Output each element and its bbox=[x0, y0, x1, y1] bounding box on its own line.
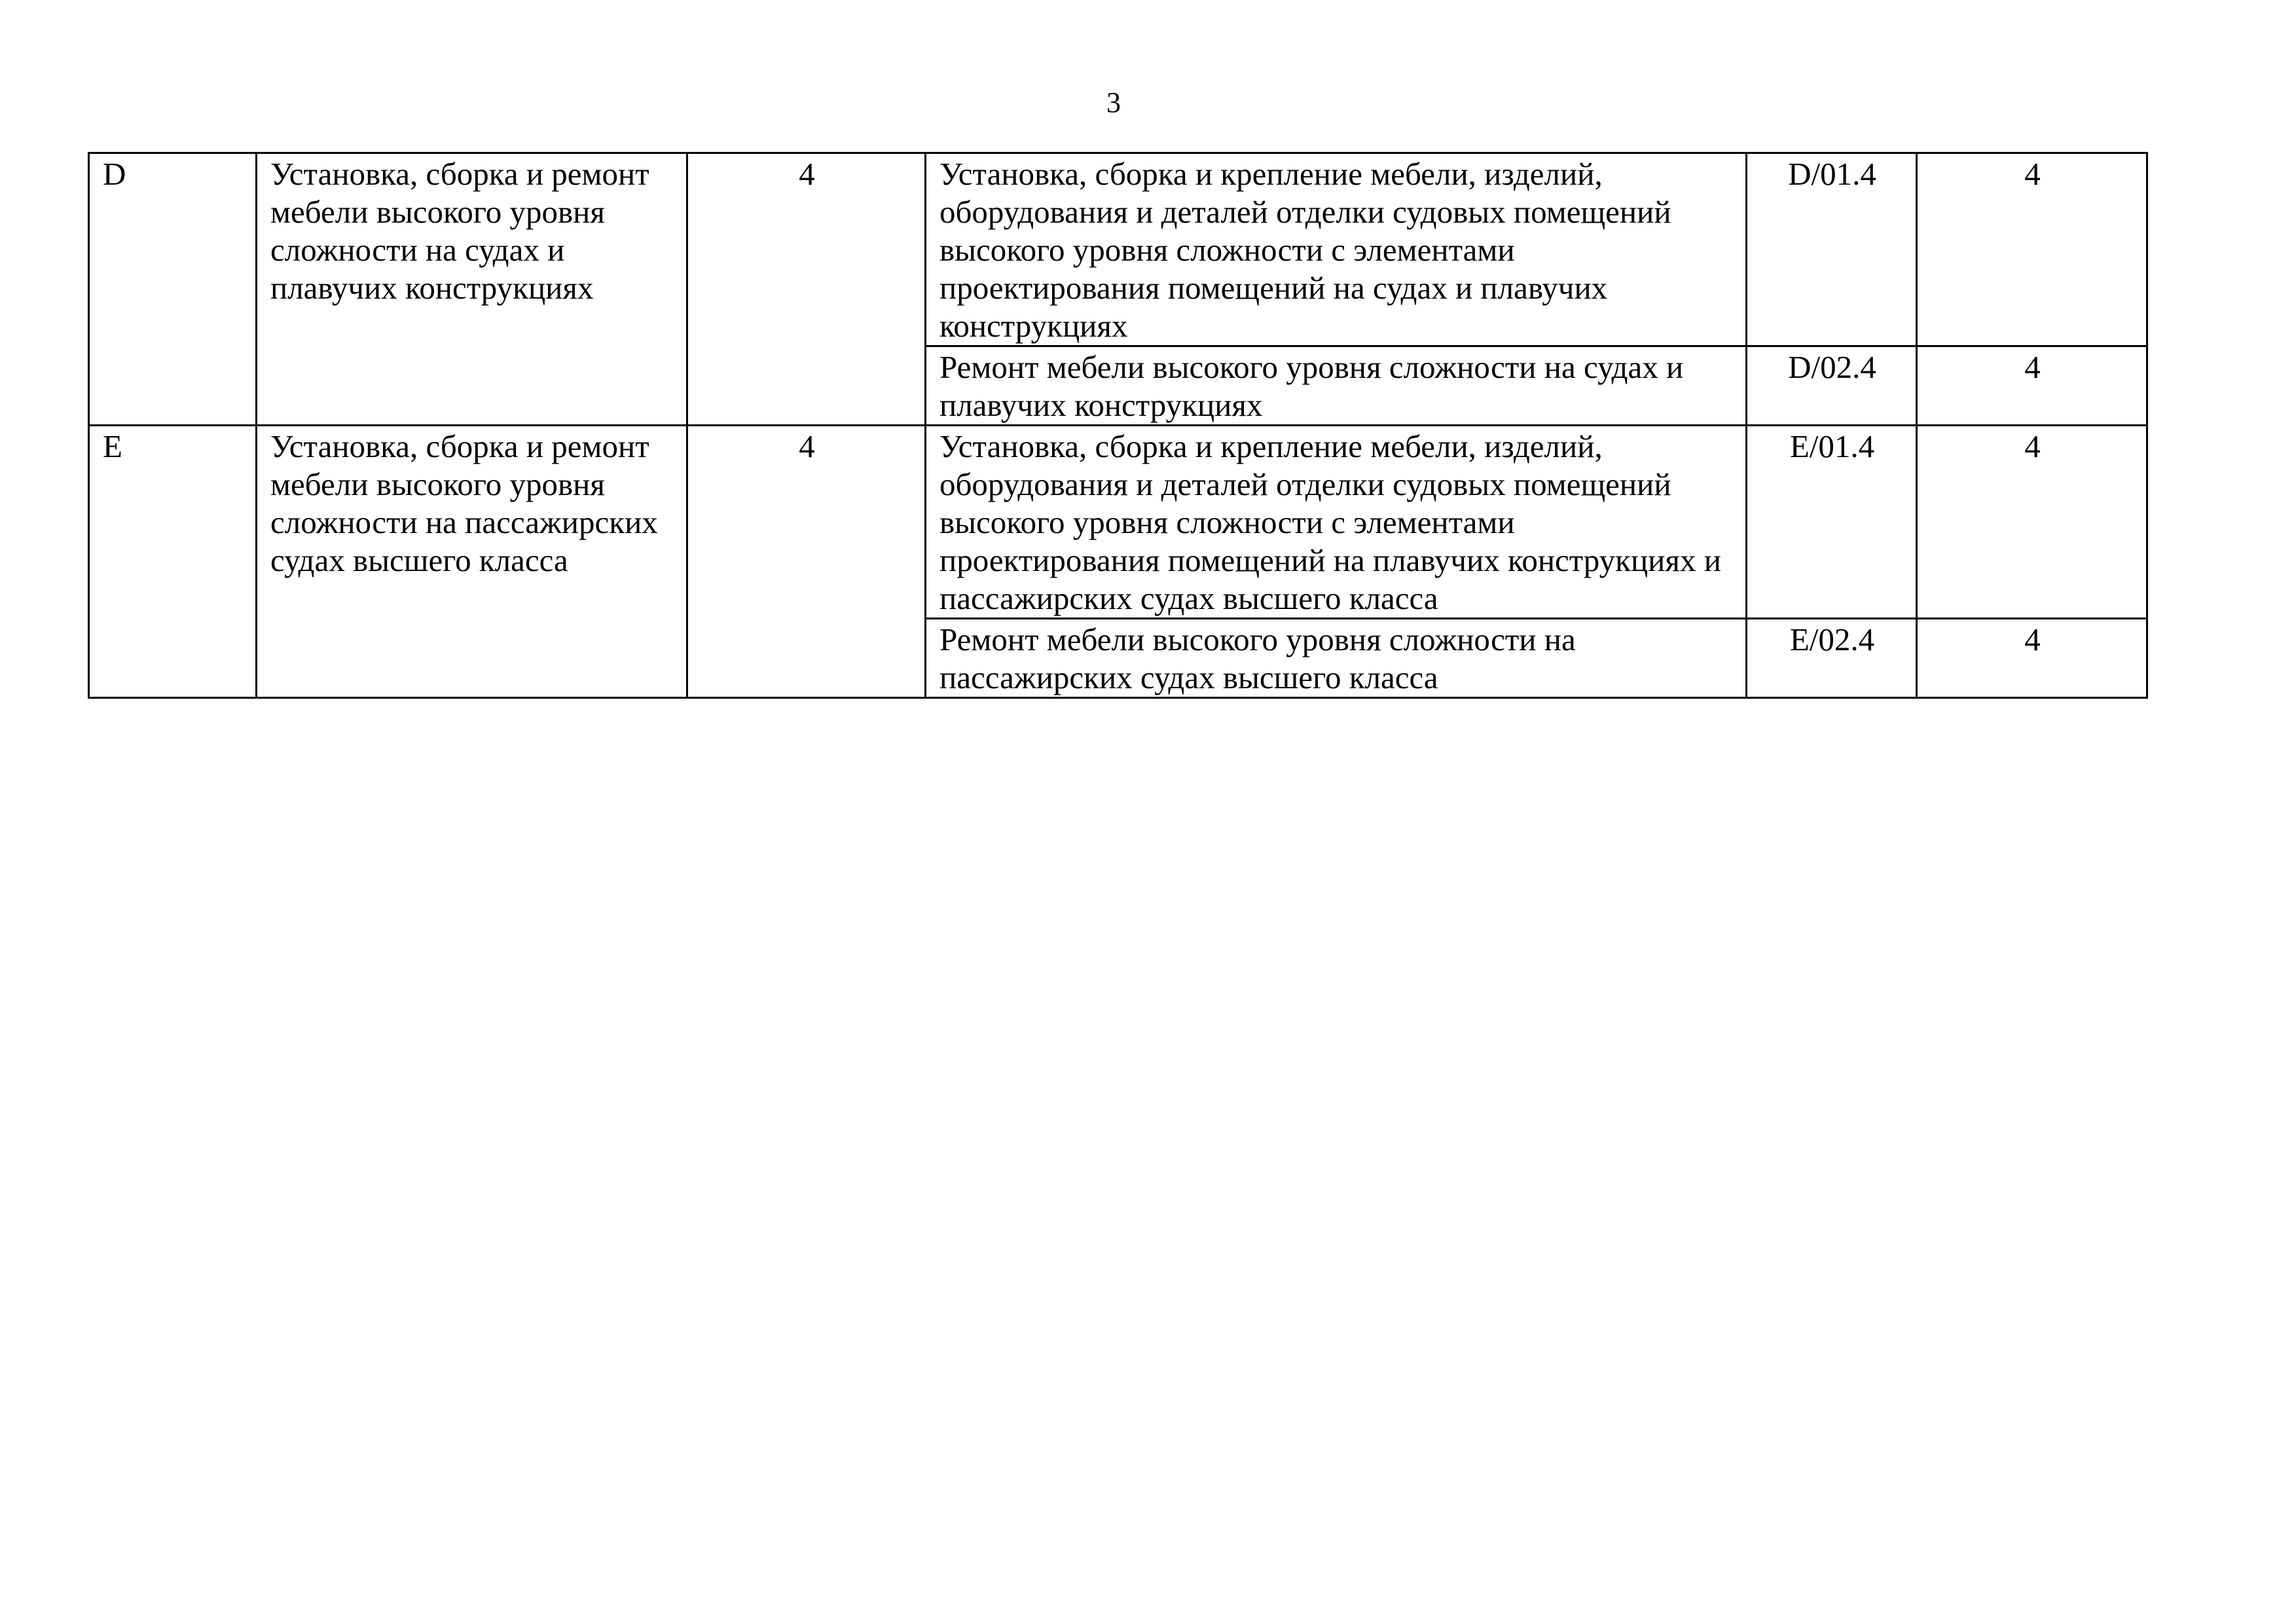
function-name-cell: Установка, сборка и крепление мебели, изделий, оборудования и деталей отделки судовых помещений высокого уровня сложности с элементами проектирования помещений на судах и плавучих конструкциях bbox=[926, 153, 1747, 346]
function-name-cell: Ремонт мебели высокого уровня сложности на судах и плавучих конструкциях bbox=[926, 346, 1747, 426]
group-code-cell: D bbox=[89, 153, 257, 426]
page-number: 3 bbox=[1106, 86, 1121, 119]
function-code-cell: D/02.4 bbox=[1747, 346, 1917, 426]
function-level-cell: 4 bbox=[1917, 153, 2147, 346]
table-row bbox=[89, 426, 2147, 619]
group-level-cell: 4 bbox=[687, 426, 926, 698]
table-row bbox=[89, 153, 2147, 346]
functions-table bbox=[88, 152, 2148, 699]
function-level-cell: 4 bbox=[1917, 426, 2147, 619]
function-code-cell: E/02.4 bbox=[1747, 619, 1917, 698]
group-name-cell: Установка, сборка и ремонт мебели высокого уровня сложности на пассажирских судах высшего класса bbox=[257, 426, 687, 698]
function-level-cell: 4 bbox=[1917, 619, 2147, 698]
function-name-cell: Установка, сборка и крепление мебели, изделий, оборудования и деталей отделки судовых помещений высокого уровня сложности с элементами проектирования помещений на плавучих конструкциях и пассажирских судах высшего класса bbox=[926, 426, 1747, 619]
function-level-cell: 4 bbox=[1917, 346, 2147, 426]
group-name-cell: Установка, сборка и ремонт мебели высокого уровня сложности на судах и плавучих конструкциях bbox=[257, 153, 687, 426]
group-level-cell: 4 bbox=[687, 153, 926, 426]
function-name-cell: Ремонт мебели высокого уровня сложности на пассажирских судах высшего класса bbox=[926, 619, 1747, 698]
function-code-cell: E/01.4 bbox=[1747, 426, 1917, 619]
group-code-cell: E bbox=[89, 426, 257, 698]
function-code-cell: D/01.4 bbox=[1747, 153, 1917, 346]
